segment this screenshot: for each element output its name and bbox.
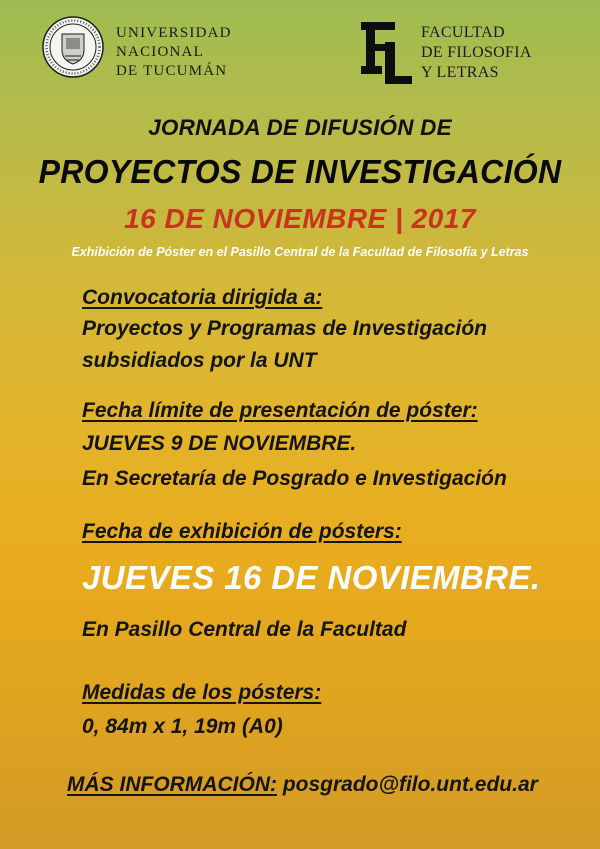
- fecha-exhibicion-heading: Fecha de exhibición de pósters:: [82, 520, 402, 543]
- convocatoria-line: Proyectos y Programas de Investigación: [82, 317, 487, 340]
- title-line-2: PROYECTOS DE INVESTIGACIÓN: [38, 153, 562, 190]
- convocatoria-line: subsidiados por la UNT: [82, 349, 317, 372]
- faculty-name: [421, 23, 532, 83]
- fecha-exhibicion-place: En Pasillo Central de la Facultad: [82, 618, 407, 641]
- fecha-limite-date: JUEVES 9 DE NOVIEMBRE.: [82, 432, 357, 455]
- fl-monogram-icon: [355, 16, 415, 86]
- event-date: 16 DE NOVIEMBRE | 2017: [124, 203, 476, 234]
- university-name-line: UNIVERSIDAD: [116, 25, 232, 41]
- event-subtitle: Exhibición de Póster en el Pasillo Central de la Facultad de Filosofía y Letras: [71, 245, 529, 259]
- faculty-name-line: FACULTAD: [421, 24, 505, 41]
- title-line-1: JORNADA DE DIFUSIÓN DE: [148, 115, 452, 140]
- fecha-limite-place: En Secretaría de Posgrado e Investigación: [82, 467, 507, 490]
- convocatoria-heading: Convocatoria dirigida a:: [82, 286, 323, 309]
- university-seal-icon: [42, 16, 104, 78]
- medidas-heading: Medidas de los pósters:: [82, 681, 322, 704]
- fecha-limite-heading: Fecha límite de presentación de póster:: [82, 399, 478, 422]
- medidas-value: 0, 84m x 1, 19m (A0): [82, 715, 283, 738]
- university-name: [116, 24, 232, 81]
- fecha-exhibicion-date: JUEVES 16 DE NOVIEMBRE.: [82, 559, 541, 596]
- faculty-name-line: DE FILOSOFIA: [421, 44, 532, 61]
- mas-informacion: [67, 773, 538, 797]
- university-name-line: NACIONAL: [116, 44, 204, 60]
- contact-email[interactable]: posgrado@filo.unt.edu.ar: [282, 773, 538, 796]
- university-name-line: DE TUCUMÁN: [116, 63, 228, 79]
- mas-informacion-label: MÁS INFORMACIÓN:: [67, 773, 277, 796]
- faculty-name-line: Y LETRAS: [421, 64, 499, 81]
